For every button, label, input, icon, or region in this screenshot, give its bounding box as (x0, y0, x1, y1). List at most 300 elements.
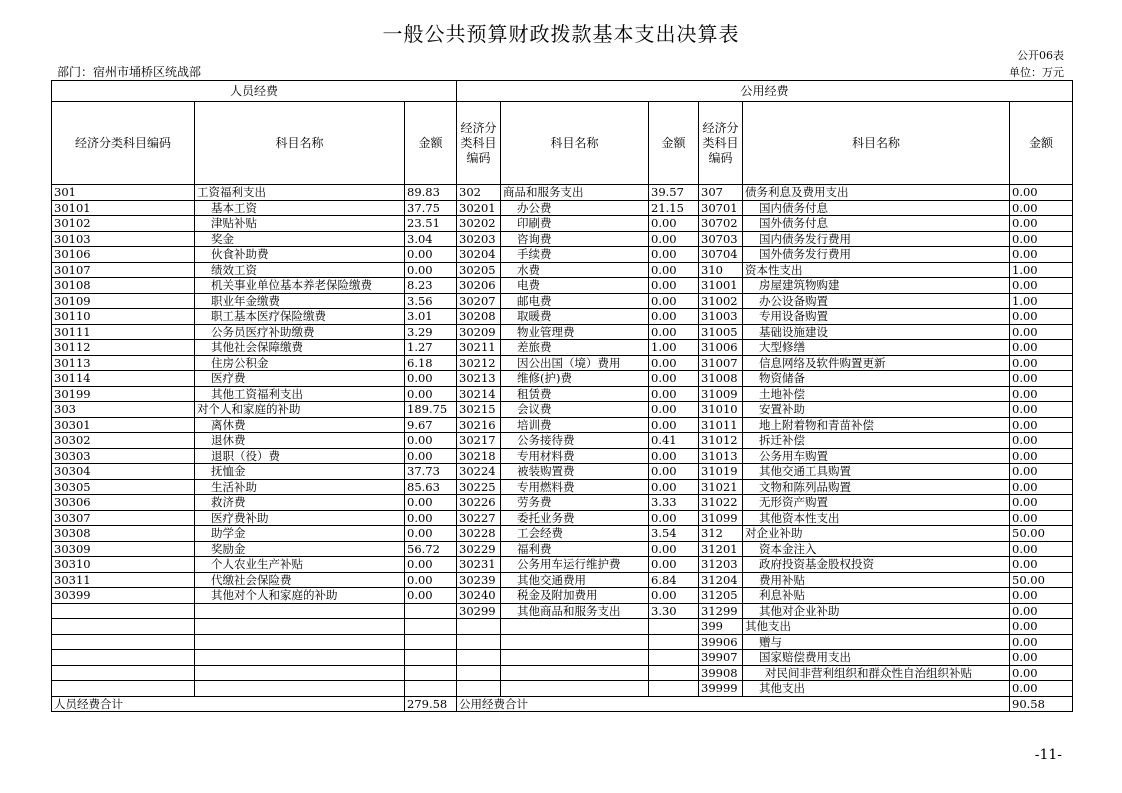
personnel-amount-cell: 23.51 (405, 216, 457, 232)
public-name-cell: 房屋建筑物购建 (743, 278, 1010, 294)
public-amount-cell: 0.00 (1010, 588, 1073, 604)
personnel-amount-cell: 0.00 (405, 448, 457, 464)
public-amount-cell: 0.00 (1010, 386, 1073, 402)
public-amount-cell: 0.00 (649, 417, 699, 433)
public-code-cell: 31299 (699, 603, 743, 619)
col-header-code: 经济分类科目编码 (52, 102, 195, 185)
public-amount-cell: 50.00 (1010, 526, 1073, 542)
public-name-cell: 会议费 (501, 402, 649, 418)
public-name-cell: 公务接待费 (501, 433, 649, 449)
public-amount-cell: 0.00 (649, 247, 699, 263)
table-row (52, 355, 1073, 371)
public-code-cell: 31203 (699, 557, 743, 573)
public-amount-cell: 0.00 (649, 293, 699, 309)
public-amount-cell: 0.00 (649, 231, 699, 247)
public-amount-cell: 0.00 (649, 557, 699, 573)
personnel-amount-cell: 0.00 (405, 371, 457, 387)
personnel-code-cell (52, 681, 195, 697)
personnel-amount-cell: 3.04 (405, 231, 457, 247)
public-code-cell: 307 (699, 185, 743, 201)
public-code-cell: 30215 (457, 402, 501, 418)
personnel-name-cell (195, 681, 405, 697)
personnel-name-cell: 基本工资 (195, 200, 405, 216)
public-amount-cell: 0.00 (649, 448, 699, 464)
public-name-cell: 福利费 (501, 541, 649, 557)
public-amount-cell: 0.00 (1010, 309, 1073, 325)
table-row (52, 619, 1073, 635)
public-code-cell: 30299 (457, 603, 501, 619)
personnel-code-cell: 30399 (52, 588, 195, 604)
personnel-total-label: 人员经费合计 (52, 696, 405, 712)
personnel-amount-cell: 0.00 (405, 557, 457, 573)
public-code-cell: 31002 (699, 293, 743, 309)
public-amount-cell: 0.00 (1010, 231, 1073, 247)
public-name-cell: 文物和陈列品购置 (743, 479, 1010, 495)
personnel-amount-cell: 6.18 (405, 355, 457, 371)
personnel-name-cell: 抚恤金 (195, 464, 405, 480)
personnel-code-cell: 30108 (52, 278, 195, 294)
personnel-name-cell: 工资福利支出 (195, 185, 405, 201)
public-amount-cell: 0.00 (1010, 650, 1073, 666)
public-name-cell (501, 634, 649, 650)
personnel-code-cell (52, 634, 195, 650)
public-amount-cell: 0.00 (1010, 619, 1073, 635)
public-name-cell: 债务利息及费用支出 (743, 185, 1010, 201)
public-code-cell: 30217 (457, 433, 501, 449)
public-code-cell (457, 665, 501, 681)
public-amount-cell: 3.33 (649, 495, 699, 511)
personnel-name-cell (195, 665, 405, 681)
personnel-code-cell (52, 619, 195, 635)
personnel-amount-cell: 37.75 (405, 200, 457, 216)
public-name-cell: 其他对企业补助 (743, 603, 1010, 619)
table-row (52, 402, 1073, 418)
public-name-cell: 物业管理费 (501, 324, 649, 340)
table-row (52, 417, 1073, 433)
public-name-cell: 租赁费 (501, 386, 649, 402)
public-name-cell (501, 681, 649, 697)
personnel-name-cell: 医疗费补助 (195, 510, 405, 526)
public-name-cell: 专用材料费 (501, 448, 649, 464)
department-label: 部门：宿州市埇桥区统战部 (57, 65, 202, 79)
public-amount-cell: 0.00 (1010, 557, 1073, 573)
public-code-cell: 30218 (457, 448, 501, 464)
table-row (52, 665, 1073, 681)
public-code-cell (457, 681, 501, 697)
col-header-code: 经济分类科目编码 (457, 102, 501, 185)
public-name-cell: 公务用车购置 (743, 448, 1010, 464)
public-name-cell: 国内债务发行费用 (743, 231, 1010, 247)
personnel-code-cell: 30113 (52, 355, 195, 371)
public-name-cell: 对民间非营利组织和群众性自治组织补贴 (743, 665, 1010, 681)
table-row (52, 572, 1073, 588)
table-row (52, 448, 1073, 464)
public-code-cell: 30216 (457, 417, 501, 433)
public-name-cell: 取暖费 (501, 309, 649, 325)
col-header-amount: 金额 (649, 102, 699, 185)
public-name-cell: 培训费 (501, 417, 649, 433)
public-code-cell: 31001 (699, 278, 743, 294)
personnel-amount-cell (405, 681, 457, 697)
public-amount-cell: 0.00 (649, 262, 699, 278)
public-code-cell: 31201 (699, 541, 743, 557)
public-code-cell: 30206 (457, 278, 501, 294)
personnel-amount-cell: 0.00 (405, 588, 457, 604)
unit-label: 单位：万元 (1009, 66, 1064, 79)
personnel-code-cell: 30303 (52, 448, 195, 464)
public-name-cell: 资本性支出 (743, 262, 1010, 278)
table-row (52, 200, 1073, 216)
public-amount-cell: 0.41 (649, 433, 699, 449)
personnel-name-cell: 退休费 (195, 433, 405, 449)
personnel-name-cell: 津贴补贴 (195, 216, 405, 232)
header-group-row (52, 81, 1073, 102)
public-amount-cell: 3.54 (649, 526, 699, 542)
col-header-name: 科目名称 (501, 102, 649, 185)
public-code-cell: 39906 (699, 634, 743, 650)
public-code-cell: 30231 (457, 557, 501, 573)
public-amount-cell: 0.00 (1010, 324, 1073, 340)
public-name-cell (501, 665, 649, 681)
public-code-cell: 30239 (457, 572, 501, 588)
table-row (52, 216, 1073, 232)
public-code-cell: 31099 (699, 510, 743, 526)
public-amount-cell: 21.15 (649, 200, 699, 216)
public-code-cell: 30208 (457, 309, 501, 325)
personnel-code-cell: 30102 (52, 216, 195, 232)
personnel-amount-cell: 1.27 (405, 340, 457, 356)
public-amount-cell: 1.00 (1010, 262, 1073, 278)
personnel-code-cell: 30106 (52, 247, 195, 263)
public-amount-cell: 0.00 (649, 386, 699, 402)
public-amount-cell: 0.00 (1010, 603, 1073, 619)
public-code-cell: 30203 (457, 231, 501, 247)
col-header-name: 科目名称 (743, 102, 1010, 185)
personnel-code-cell: 30114 (52, 371, 195, 387)
personnel-amount-cell: 189.75 (405, 402, 457, 418)
personnel-code-cell (52, 603, 195, 619)
public-total-amount: 90.58 (1010, 696, 1073, 712)
table-row (52, 324, 1073, 340)
public-amount-cell: 0.00 (1010, 634, 1073, 650)
personnel-amount-cell: 8.23 (405, 278, 457, 294)
public-amount-cell: 0.00 (649, 479, 699, 495)
personnel-name-cell: 助学金 (195, 526, 405, 542)
public-code-cell: 30211 (457, 340, 501, 356)
public-code-cell: 30205 (457, 262, 501, 278)
public-amount-cell (649, 681, 699, 697)
table-row (52, 588, 1073, 604)
public-name-cell: 办公费 (501, 200, 649, 216)
public-amount-cell: 0.00 (1010, 665, 1073, 681)
personnel-amount-cell (405, 603, 457, 619)
public-name-cell: 被装购置费 (501, 464, 649, 480)
table-row (52, 185, 1073, 201)
public-name-cell: 水费 (501, 262, 649, 278)
personnel-code-cell: 30301 (52, 417, 195, 433)
personnel-amount-cell: 0.00 (405, 262, 457, 278)
public-amount-cell: 0.00 (1010, 510, 1073, 526)
public-amount-cell: 0.00 (649, 464, 699, 480)
personnel-code-cell (52, 665, 195, 681)
table-row (52, 526, 1073, 542)
public-name-cell: 基础设施建设 (743, 324, 1010, 340)
public-amount-cell: 0.00 (1010, 216, 1073, 232)
public-name-cell (501, 619, 649, 635)
public-amount-cell: 0.00 (649, 216, 699, 232)
report-title: 一般公共预算财政拨款基本支出决算表 (382, 22, 740, 46)
public-code-cell: 30207 (457, 293, 501, 309)
personnel-name-cell (195, 634, 405, 650)
public-code-cell: 30228 (457, 526, 501, 542)
public-code-cell: 302 (457, 185, 501, 201)
public-name-cell: 其他支出 (743, 681, 1010, 697)
public-name-cell: 其他商品和服务支出 (501, 603, 649, 619)
public-amount-cell: 0.00 (649, 324, 699, 340)
public-amount-cell: 0.00 (1010, 200, 1073, 216)
public-name-cell: 手续费 (501, 247, 649, 263)
public-amount-cell: 6.84 (649, 572, 699, 588)
personnel-name-cell: 离休费 (195, 417, 405, 433)
public-name-cell: 专用燃料费 (501, 479, 649, 495)
personnel-code-cell: 30110 (52, 309, 195, 325)
personnel-amount-cell: 9.67 (405, 417, 457, 433)
personnel-amount-cell: 0.00 (405, 247, 457, 263)
personnel-name-cell: 救济费 (195, 495, 405, 511)
personnel-name-cell: 其他对个人和家庭的补助 (195, 588, 405, 604)
table-row (52, 278, 1073, 294)
personnel-code-cell: 30112 (52, 340, 195, 356)
personnel-amount-cell: 3.01 (405, 309, 457, 325)
personnel-name-cell: 住房公积金 (195, 355, 405, 371)
public-amount-cell: 0.00 (1010, 433, 1073, 449)
public-name-cell: 物资储备 (743, 371, 1010, 387)
public-code-cell: 30204 (457, 247, 501, 263)
public-name-cell: 国外债务付息 (743, 216, 1010, 232)
public-amount-cell: 39.57 (649, 185, 699, 201)
public-code-cell: 31013 (699, 448, 743, 464)
public-name-cell: 其他资本性支出 (743, 510, 1010, 526)
personnel-name-cell: 奖励金 (195, 541, 405, 557)
public-name-cell: 利息补贴 (743, 588, 1010, 604)
public-name-cell: 其他交通费用 (501, 572, 649, 588)
table-row (52, 650, 1073, 666)
public-name-cell: 地上附着物和青苗补偿 (743, 417, 1010, 433)
public-code-cell: 31021 (699, 479, 743, 495)
personnel-code-cell: 30307 (52, 510, 195, 526)
table-row (52, 541, 1073, 557)
public-name-cell: 无形资产购置 (743, 495, 1010, 511)
table-row (52, 681, 1073, 697)
public-code-cell: 30214 (457, 386, 501, 402)
personnel-name-cell: 其他社会保障缴费 (195, 340, 405, 356)
personnel-name-cell: 机关事业单位基本养老保险缴费 (195, 278, 405, 294)
public-name-cell: 税金及附加费用 (501, 588, 649, 604)
personnel-amount-cell: 0.00 (405, 433, 457, 449)
personnel-name-cell: 绩效工资 (195, 262, 405, 278)
personnel-code-cell: 30311 (52, 572, 195, 588)
public-code-cell: 30212 (457, 355, 501, 371)
public-amount-cell: 0.00 (1010, 355, 1073, 371)
public-amount-cell: 0.00 (649, 278, 699, 294)
personnel-code-cell (52, 650, 195, 666)
personnel-amount-cell: 0.00 (405, 526, 457, 542)
personnel-name-cell: 伙食补助费 (195, 247, 405, 263)
public-code-cell: 30225 (457, 479, 501, 495)
public-name-cell: 其他交通工具购置 (743, 464, 1010, 480)
public-name-cell: 委托业务费 (501, 510, 649, 526)
table-row (52, 247, 1073, 263)
public-name-cell: 国内债务付息 (743, 200, 1010, 216)
personnel-code-cell: 30310 (52, 557, 195, 573)
public-code-cell: 30226 (457, 495, 501, 511)
public-name-cell: 维修(护)费 (501, 371, 649, 387)
public-amount-cell: 0.00 (1010, 247, 1073, 263)
personnel-total-amount: 279.58 (405, 696, 457, 712)
public-name-cell: 工会经费 (501, 526, 649, 542)
public-code-cell: 30209 (457, 324, 501, 340)
public-name-cell: 公务用车运行维护费 (501, 557, 649, 573)
public-amount-cell: 0.00 (1010, 479, 1073, 495)
public-code-cell: 30227 (457, 510, 501, 526)
personnel-amount-cell: 3.29 (405, 324, 457, 340)
personnel-name-cell: 其他工资福利支出 (195, 386, 405, 402)
public-code-cell: 39908 (699, 665, 743, 681)
public-amount-cell: 0.00 (649, 541, 699, 557)
personnel-name-cell: 职业年金缴费 (195, 293, 405, 309)
public-amount-cell: 1.00 (649, 340, 699, 356)
personnel-amount-cell (405, 665, 457, 681)
public-amount-cell: 0.00 (649, 309, 699, 325)
public-total-label: 公用经费合计 (457, 696, 1010, 712)
table-row (52, 495, 1073, 511)
personnel-code-cell: 30107 (52, 262, 195, 278)
public-code-cell: 30701 (699, 200, 743, 216)
public-code-cell: 39907 (699, 650, 743, 666)
personnel-amount-cell: 56.72 (405, 541, 457, 557)
personnel-code-cell: 30308 (52, 526, 195, 542)
public-name-cell: 因公出国（境）费用 (501, 355, 649, 371)
public-name-cell (501, 650, 649, 666)
public-amount-cell: 0.00 (1010, 417, 1073, 433)
public-name-cell: 土地补偿 (743, 386, 1010, 402)
public-name-cell: 资本金注入 (743, 541, 1010, 557)
personnel-amount-cell: 3.56 (405, 293, 457, 309)
personnel-code-cell: 30305 (52, 479, 195, 495)
personnel-name-cell: 对个人和家庭的补助 (195, 402, 405, 418)
personnel-amount-cell (405, 619, 457, 635)
table-row (52, 510, 1073, 526)
table-row (52, 557, 1073, 573)
public-code-cell: 312 (699, 526, 743, 542)
personnel-code-cell: 30199 (52, 386, 195, 402)
public-name-cell: 邮电费 (501, 293, 649, 309)
personnel-amount-cell: 89.83 (405, 185, 457, 201)
public-amount-cell: 0.00 (1010, 402, 1073, 418)
public-amount-cell: 0.00 (1010, 464, 1073, 480)
public-code-cell: 31003 (699, 309, 743, 325)
personnel-amount-cell: 0.00 (405, 386, 457, 402)
public-name-cell: 差旅费 (501, 340, 649, 356)
public-amount-cell: 3.30 (649, 603, 699, 619)
form-number: 公开06表 (1017, 49, 1064, 62)
public-amount-cell (649, 650, 699, 666)
table-row (52, 464, 1073, 480)
public-amount-cell (649, 634, 699, 650)
col-header-code: 经济分类科目编码 (699, 102, 743, 185)
public-amount-cell: 50.00 (1010, 572, 1073, 588)
public-name-cell: 印刷费 (501, 216, 649, 232)
personnel-name-cell: 医疗费 (195, 371, 405, 387)
public-code-cell: 30229 (457, 541, 501, 557)
table-row (52, 262, 1073, 278)
public-name-cell: 拆迁补偿 (743, 433, 1010, 449)
public-amount-cell: 0.00 (1010, 541, 1073, 557)
public-code-cell: 30202 (457, 216, 501, 232)
public-code-cell: 31006 (699, 340, 743, 356)
table-row (52, 634, 1073, 650)
public-code-cell: 30213 (457, 371, 501, 387)
public-code-cell: 31010 (699, 402, 743, 418)
public-code-cell: 31019 (699, 464, 743, 480)
public-amount-cell: 0.00 (1010, 278, 1073, 294)
public-name-cell: 国家赔偿费用支出 (743, 650, 1010, 666)
public-amount-cell (649, 619, 699, 635)
personnel-name-cell: 奖金 (195, 231, 405, 247)
public-code-cell: 30224 (457, 464, 501, 480)
table-row (52, 309, 1073, 325)
public-code-cell: 30703 (699, 231, 743, 247)
public-name-cell: 其他支出 (743, 619, 1010, 635)
public-code-cell: 31022 (699, 495, 743, 511)
public-amount-cell: 0.00 (1010, 448, 1073, 464)
personnel-code-cell: 30101 (52, 200, 195, 216)
public-name-cell: 赠与 (743, 634, 1010, 650)
public-amount-cell: 0.00 (1010, 495, 1073, 511)
personnel-amount-cell: 0.00 (405, 572, 457, 588)
personnel-code-cell: 30306 (52, 495, 195, 511)
personnel-code-cell: 30103 (52, 231, 195, 247)
public-code-cell (457, 634, 501, 650)
public-name-cell: 电费 (501, 278, 649, 294)
public-code-cell: 30704 (699, 247, 743, 263)
personnel-name-cell: 个人农业生产补贴 (195, 557, 405, 573)
public-amount-cell (649, 665, 699, 681)
public-code-cell (457, 650, 501, 666)
table-row (52, 386, 1073, 402)
public-name-cell: 信息网络及软件购置更新 (743, 355, 1010, 371)
table-row (52, 603, 1073, 619)
public-name-cell: 安置补助 (743, 402, 1010, 418)
public-code-cell: 31205 (699, 588, 743, 604)
public-name-cell: 政府投资基金股权投资 (743, 557, 1010, 573)
personnel-name-cell (195, 650, 405, 666)
public-amount-cell: 0.00 (1010, 681, 1073, 697)
public-code-cell: 31009 (699, 386, 743, 402)
personnel-name-cell (195, 619, 405, 635)
col-header-amount: 金额 (1010, 102, 1073, 185)
public-name-cell: 咨询费 (501, 231, 649, 247)
personnel-code-cell: 301 (52, 185, 195, 201)
public-amount-cell: 0.00 (649, 402, 699, 418)
personnel-group-header: 人员经费 (52, 81, 457, 102)
public-amount-cell: 0.00 (1010, 340, 1073, 356)
personnel-code-cell: 30304 (52, 464, 195, 480)
col-header-name: 科目名称 (195, 102, 405, 185)
public-code-cell: 31005 (699, 324, 743, 340)
personnel-name-cell: 公务员医疗补助缴费 (195, 324, 405, 340)
public-code-cell: 31011 (699, 417, 743, 433)
